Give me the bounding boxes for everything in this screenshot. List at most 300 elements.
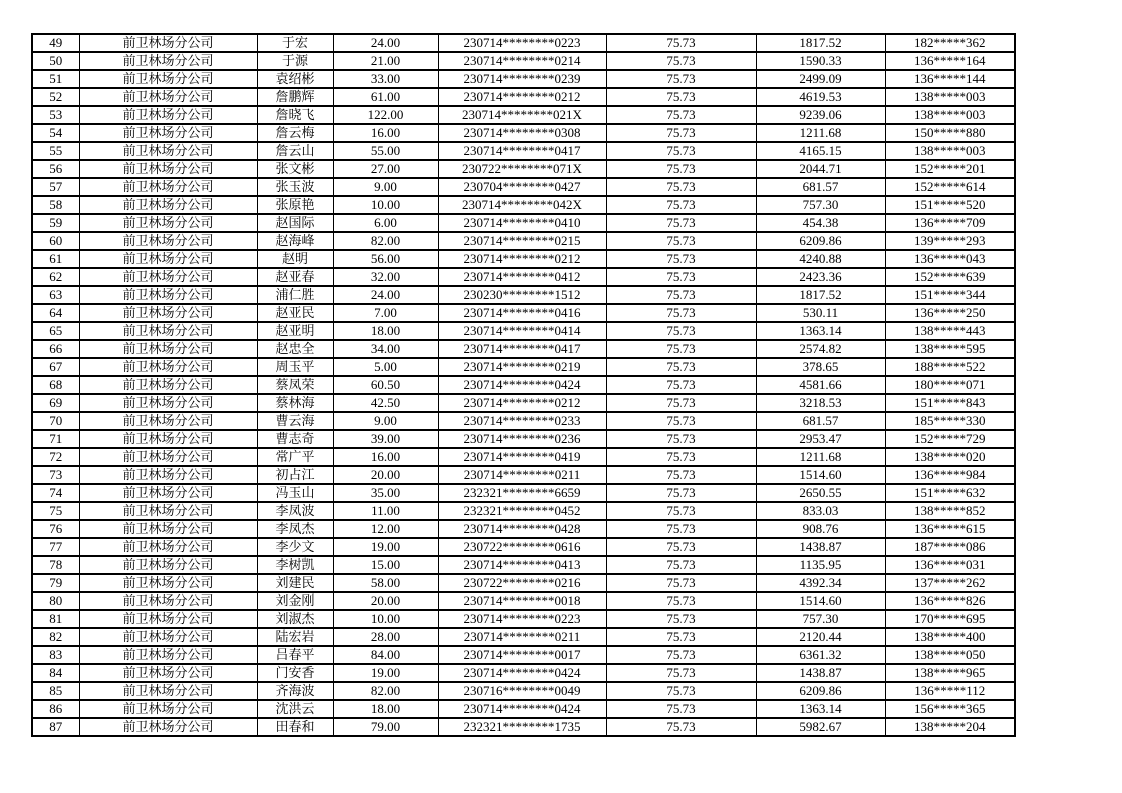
cell-rate: 75.73: [606, 466, 756, 484]
cell-amount: 2953.47: [756, 430, 885, 448]
cell-row_no: 70: [32, 412, 79, 430]
cell-row_no: 53: [32, 106, 79, 124]
cell-amount: 6209.86: [756, 682, 885, 700]
cell-phone: 152*****639: [885, 268, 1015, 286]
cell-company: 前卫林场分公司: [79, 178, 257, 196]
cell-quantity: 32.00: [333, 268, 438, 286]
cell-quantity: 5.00: [333, 358, 438, 376]
cell-quantity: 16.00: [333, 448, 438, 466]
cell-row_no: 80: [32, 592, 79, 610]
cell-quantity: 35.00: [333, 484, 438, 502]
table-row: [32, 610, 1015, 628]
cell-rate: 75.73: [606, 268, 756, 286]
table-row: [32, 700, 1015, 718]
cell-amount: 9239.06: [756, 106, 885, 124]
cell-phone: 136*****043: [885, 250, 1015, 268]
cell-phone: 152*****614: [885, 178, 1015, 196]
cell-amount: 2499.09: [756, 70, 885, 88]
cell-id_number: 230714********021X: [438, 106, 606, 124]
cell-phone: 187*****086: [885, 538, 1015, 556]
cell-name: 詹云梅: [257, 124, 333, 142]
cell-row_no: 49: [32, 34, 79, 52]
cell-name: 张原艳: [257, 196, 333, 214]
cell-row_no: 87: [32, 718, 79, 736]
cell-company: 前卫林场分公司: [79, 232, 257, 250]
table-row: [32, 448, 1015, 466]
cell-id_number: 230714********0223: [438, 34, 606, 52]
table-row: [32, 286, 1015, 304]
cell-quantity: 24.00: [333, 286, 438, 304]
cell-id_number: 230722********0616: [438, 538, 606, 556]
cell-amount: 2650.55: [756, 484, 885, 502]
cell-row_no: 56: [32, 160, 79, 178]
cell-quantity: 21.00: [333, 52, 438, 70]
cell-phone: 151*****520: [885, 196, 1015, 214]
cell-id_number: 230714********0212: [438, 250, 606, 268]
cell-quantity: 122.00: [333, 106, 438, 124]
cell-amount: 2574.82: [756, 340, 885, 358]
cell-rate: 75.73: [606, 448, 756, 466]
cell-phone: 188*****522: [885, 358, 1015, 376]
cell-quantity: 16.00: [333, 124, 438, 142]
cell-phone: 138*****003: [885, 88, 1015, 106]
cell-quantity: 10.00: [333, 610, 438, 628]
cell-id_number: 230714********0212: [438, 88, 606, 106]
cell-name: 赵亚民: [257, 304, 333, 322]
cell-row_no: 85: [32, 682, 79, 700]
table-row: [32, 466, 1015, 484]
cell-id_number: 230714********0215: [438, 232, 606, 250]
cell-phone: 138*****965: [885, 664, 1015, 682]
cell-company: 前卫林场分公司: [79, 160, 257, 178]
table-row: [32, 106, 1015, 124]
cell-rate: 75.73: [606, 340, 756, 358]
table-row: [32, 376, 1015, 394]
cell-amount: 908.76: [756, 520, 885, 538]
cell-rate: 75.73: [606, 142, 756, 160]
cell-phone: 136*****250: [885, 304, 1015, 322]
cell-id_number: 230714********0416: [438, 304, 606, 322]
cell-id_number: 230704********0427: [438, 178, 606, 196]
cell-name: 赵国际: [257, 214, 333, 232]
cell-id_number: 232321********1735: [438, 718, 606, 736]
cell-row_no: 75: [32, 502, 79, 520]
cell-amount: 1438.87: [756, 538, 885, 556]
cell-phone: 156*****365: [885, 700, 1015, 718]
cell-phone: 138*****595: [885, 340, 1015, 358]
cell-row_no: 77: [32, 538, 79, 556]
table-row: [32, 124, 1015, 142]
cell-phone: 138*****443: [885, 322, 1015, 340]
cell-name: 陆宏岩: [257, 628, 333, 646]
cell-company: 前卫林场分公司: [79, 70, 257, 88]
cell-name: 詹晓飞: [257, 106, 333, 124]
cell-company: 前卫林场分公司: [79, 646, 257, 664]
table-row: [32, 574, 1015, 592]
cell-quantity: 42.50: [333, 394, 438, 412]
cell-amount: 1817.52: [756, 34, 885, 52]
cell-phone: 138*****852: [885, 502, 1015, 520]
cell-name: 蔡林海: [257, 394, 333, 412]
cell-company: 前卫林场分公司: [79, 142, 257, 160]
cell-rate: 75.73: [606, 106, 756, 124]
cell-phone: 152*****201: [885, 160, 1015, 178]
cell-rate: 75.73: [606, 430, 756, 448]
cell-quantity: 84.00: [333, 646, 438, 664]
cell-name: 詹云山: [257, 142, 333, 160]
cell-name: 周玉平: [257, 358, 333, 376]
table-row: [32, 628, 1015, 646]
cell-company: 前卫林场分公司: [79, 610, 257, 628]
cell-quantity: 10.00: [333, 196, 438, 214]
cell-rate: 75.73: [606, 304, 756, 322]
cell-amount: 1363.14: [756, 700, 885, 718]
cell-name: 刘淑杰: [257, 610, 333, 628]
cell-phone: 152*****729: [885, 430, 1015, 448]
cell-company: 前卫林场分公司: [79, 358, 257, 376]
cell-name: 张文彬: [257, 160, 333, 178]
cell-phone: 136*****615: [885, 520, 1015, 538]
cell-name: 于宏: [257, 34, 333, 52]
table-row: [32, 412, 1015, 430]
cell-id_number: 230714********0412: [438, 268, 606, 286]
cell-company: 前卫林场分公司: [79, 376, 257, 394]
cell-rate: 75.73: [606, 34, 756, 52]
cell-row_no: 72: [32, 448, 79, 466]
payment-roster-table: [31, 33, 1016, 737]
cell-id_number: 230714********0413: [438, 556, 606, 574]
cell-phone: 138*****204: [885, 718, 1015, 736]
cell-company: 前卫林场分公司: [79, 322, 257, 340]
cell-quantity: 19.00: [333, 538, 438, 556]
cell-company: 前卫林场分公司: [79, 502, 257, 520]
cell-quantity: 15.00: [333, 556, 438, 574]
cell-phone: 180*****071: [885, 376, 1015, 394]
cell-name: 张玉波: [257, 178, 333, 196]
cell-name: 于源: [257, 52, 333, 70]
cell-phone: 151*****632: [885, 484, 1015, 502]
table-row: [32, 34, 1015, 52]
cell-phone: 136*****144: [885, 70, 1015, 88]
cell-quantity: 82.00: [333, 232, 438, 250]
cell-rate: 75.73: [606, 646, 756, 664]
cell-amount: 1363.14: [756, 322, 885, 340]
cell-amount: 1211.68: [756, 448, 885, 466]
cell-row_no: 71: [32, 430, 79, 448]
cell-name: 袁绍彬: [257, 70, 333, 88]
cell-amount: 681.57: [756, 178, 885, 196]
cell-name: 李凤杰: [257, 520, 333, 538]
cell-quantity: 18.00: [333, 700, 438, 718]
cell-quantity: 34.00: [333, 340, 438, 358]
cell-id_number: 230714********0214: [438, 52, 606, 70]
cell-id_number: 230714********0212: [438, 394, 606, 412]
cell-rate: 75.73: [606, 682, 756, 700]
cell-row_no: 79: [32, 574, 79, 592]
cell-row_no: 65: [32, 322, 79, 340]
cell-company: 前卫林场分公司: [79, 412, 257, 430]
cell-quantity: 6.00: [333, 214, 438, 232]
cell-name: 詹鹏辉: [257, 88, 333, 106]
cell-rate: 75.73: [606, 664, 756, 682]
cell-amount: 1514.60: [756, 466, 885, 484]
cell-id_number: 230714********042X: [438, 196, 606, 214]
cell-quantity: 33.00: [333, 70, 438, 88]
cell-company: 前卫林场分公司: [79, 106, 257, 124]
cell-rate: 75.73: [606, 124, 756, 142]
cell-company: 前卫林场分公司: [79, 268, 257, 286]
cell-id_number: 230714********0419: [438, 448, 606, 466]
table-row: [32, 160, 1015, 178]
cell-rate: 75.73: [606, 358, 756, 376]
cell-company: 前卫林场分公司: [79, 664, 257, 682]
cell-rate: 75.73: [606, 70, 756, 88]
cell-rate: 75.73: [606, 52, 756, 70]
cell-name: 赵海峰: [257, 232, 333, 250]
cell-id_number: 232321********6659: [438, 484, 606, 502]
cell-id_number: 230714********0424: [438, 376, 606, 394]
cell-name: 齐海波: [257, 682, 333, 700]
cell-quantity: 9.00: [333, 178, 438, 196]
cell-rate: 75.73: [606, 196, 756, 214]
cell-row_no: 50: [32, 52, 79, 70]
table-row: [32, 556, 1015, 574]
cell-rate: 75.73: [606, 178, 756, 196]
cell-id_number: 230230********1512: [438, 286, 606, 304]
cell-amount: 757.30: [756, 610, 885, 628]
cell-row_no: 67: [32, 358, 79, 376]
cell-id_number: 230722********0216: [438, 574, 606, 592]
cell-company: 前卫林场分公司: [79, 628, 257, 646]
cell-name: 李凤波: [257, 502, 333, 520]
cell-rate: 75.73: [606, 286, 756, 304]
cell-rate: 75.73: [606, 610, 756, 628]
cell-company: 前卫林场分公司: [79, 394, 257, 412]
cell-rate: 75.73: [606, 88, 756, 106]
table-row: [32, 322, 1015, 340]
cell-quantity: 39.00: [333, 430, 438, 448]
cell-amount: 1135.95: [756, 556, 885, 574]
cell-rate: 75.73: [606, 160, 756, 178]
table-row: [32, 268, 1015, 286]
cell-row_no: 74: [32, 484, 79, 502]
cell-company: 前卫林场分公司: [79, 430, 257, 448]
cell-phone: 136*****826: [885, 592, 1015, 610]
cell-name: 刘金刚: [257, 592, 333, 610]
cell-row_no: 54: [32, 124, 79, 142]
cell-name: 赵亚春: [257, 268, 333, 286]
cell-row_no: 52: [32, 88, 79, 106]
cell-rate: 75.73: [606, 700, 756, 718]
cell-rate: 75.73: [606, 412, 756, 430]
cell-name: 赵明: [257, 250, 333, 268]
cell-id_number: 230714********0424: [438, 700, 606, 718]
cell-phone: 136*****984: [885, 466, 1015, 484]
cell-name: 门安香: [257, 664, 333, 682]
cell-id_number: 230722********071X: [438, 160, 606, 178]
cell-row_no: 78: [32, 556, 79, 574]
cell-company: 前卫林场分公司: [79, 484, 257, 502]
cell-row_no: 83: [32, 646, 79, 664]
cell-rate: 75.73: [606, 574, 756, 592]
cell-amount: 1590.33: [756, 52, 885, 70]
cell-id_number: 230714********0410: [438, 214, 606, 232]
cell-id_number: 230714********0417: [438, 142, 606, 160]
cell-phone: 150*****880: [885, 124, 1015, 142]
cell-name: 田春和: [257, 718, 333, 736]
cell-name: 赵亚明: [257, 322, 333, 340]
cell-phone: 139*****293: [885, 232, 1015, 250]
cell-id_number: 230714********0308: [438, 124, 606, 142]
cell-amount: 5982.67: [756, 718, 885, 736]
cell-id_number: 230714********0233: [438, 412, 606, 430]
cell-rate: 75.73: [606, 718, 756, 736]
cell-id_number: 230714********0428: [438, 520, 606, 538]
cell-id_number: 230714********0417: [438, 340, 606, 358]
cell-row_no: 84: [32, 664, 79, 682]
cell-phone: 182*****362: [885, 34, 1015, 52]
cell-row_no: 63: [32, 286, 79, 304]
table-row: [32, 664, 1015, 682]
cell-id_number: 230714********0211: [438, 628, 606, 646]
cell-quantity: 27.00: [333, 160, 438, 178]
cell-company: 前卫林场分公司: [79, 250, 257, 268]
cell-company: 前卫林场分公司: [79, 574, 257, 592]
cell-company: 前卫林场分公司: [79, 466, 257, 484]
cell-quantity: 60.50: [333, 376, 438, 394]
cell-quantity: 18.00: [333, 322, 438, 340]
cell-name: 曹志奇: [257, 430, 333, 448]
cell-id_number: 230714********0223: [438, 610, 606, 628]
cell-phone: 138*****020: [885, 448, 1015, 466]
cell-company: 前卫林场分公司: [79, 520, 257, 538]
cell-phone: 136*****112: [885, 682, 1015, 700]
cell-phone: 138*****400: [885, 628, 1015, 646]
cell-row_no: 69: [32, 394, 79, 412]
cell-amount: 1438.87: [756, 664, 885, 682]
cell-row_no: 86: [32, 700, 79, 718]
cell-rate: 75.73: [606, 232, 756, 250]
cell-company: 前卫林场分公司: [79, 214, 257, 232]
cell-quantity: 61.00: [333, 88, 438, 106]
cell-company: 前卫林场分公司: [79, 196, 257, 214]
cell-id_number: 230714********0219: [438, 358, 606, 376]
table-row: [32, 502, 1015, 520]
cell-company: 前卫林场分公司: [79, 304, 257, 322]
cell-row_no: 73: [32, 466, 79, 484]
cell-phone: 136*****709: [885, 214, 1015, 232]
cell-company: 前卫林场分公司: [79, 448, 257, 466]
cell-quantity: 12.00: [333, 520, 438, 538]
table-row: [32, 484, 1015, 502]
cell-phone: 185*****330: [885, 412, 1015, 430]
cell-quantity: 55.00: [333, 142, 438, 160]
cell-amount: 1817.52: [756, 286, 885, 304]
cell-amount: 3218.53: [756, 394, 885, 412]
cell-rate: 75.73: [606, 322, 756, 340]
cell-id_number: 230714********0414: [438, 322, 606, 340]
cell-phone: 151*****344: [885, 286, 1015, 304]
cell-row_no: 60: [32, 232, 79, 250]
cell-amount: 4392.34: [756, 574, 885, 592]
cell-name: 冯玉山: [257, 484, 333, 502]
cell-amount: 4619.53: [756, 88, 885, 106]
cell-id_number: 232321********0452: [438, 502, 606, 520]
table-row: [32, 358, 1015, 376]
cell-quantity: 24.00: [333, 34, 438, 52]
cell-id_number: 230714********0239: [438, 70, 606, 88]
cell-row_no: 81: [32, 610, 79, 628]
table-row: [32, 682, 1015, 700]
cell-phone: 170*****695: [885, 610, 1015, 628]
cell-row_no: 51: [32, 70, 79, 88]
cell-company: 前卫林场分公司: [79, 34, 257, 52]
table-row: [32, 304, 1015, 322]
cell-row_no: 57: [32, 178, 79, 196]
cell-id_number: 230714********0236: [438, 430, 606, 448]
cell-row_no: 59: [32, 214, 79, 232]
cell-company: 前卫林场分公司: [79, 682, 257, 700]
cell-row_no: 66: [32, 340, 79, 358]
cell-amount: 681.57: [756, 412, 885, 430]
table-row: [32, 592, 1015, 610]
cell-row_no: 61: [32, 250, 79, 268]
cell-name: 常广平: [257, 448, 333, 466]
cell-amount: 454.38: [756, 214, 885, 232]
cell-rate: 75.73: [606, 394, 756, 412]
cell-row_no: 58: [32, 196, 79, 214]
cell-company: 前卫林场分公司: [79, 718, 257, 736]
table-row: [32, 196, 1015, 214]
table-row: [32, 178, 1015, 196]
cell-amount: 6209.86: [756, 232, 885, 250]
table-row: [32, 52, 1015, 70]
cell-name: 沈洪云: [257, 700, 333, 718]
cell-company: 前卫林场分公司: [79, 592, 257, 610]
cell-quantity: 11.00: [333, 502, 438, 520]
cell-company: 前卫林场分公司: [79, 700, 257, 718]
cell-rate: 75.73: [606, 628, 756, 646]
cell-amount: 4581.66: [756, 376, 885, 394]
cell-company: 前卫林场分公司: [79, 286, 257, 304]
table-row: [32, 430, 1015, 448]
table-row: [32, 232, 1015, 250]
cell-rate: 75.73: [606, 556, 756, 574]
cell-rate: 75.73: [606, 502, 756, 520]
cell-amount: 2044.71: [756, 160, 885, 178]
table-row: [32, 340, 1015, 358]
cell-phone: 138*****050: [885, 646, 1015, 664]
cell-amount: 4165.15: [756, 142, 885, 160]
cell-amount: 378.65: [756, 358, 885, 376]
cell-quantity: 58.00: [333, 574, 438, 592]
cell-quantity: 56.00: [333, 250, 438, 268]
cell-quantity: 20.00: [333, 592, 438, 610]
cell-name: 蔡凤荣: [257, 376, 333, 394]
table-row: [32, 214, 1015, 232]
table-row: [32, 646, 1015, 664]
cell-rate: 75.73: [606, 250, 756, 268]
cell-company: 前卫林场分公司: [79, 124, 257, 142]
cell-phone: 137*****262: [885, 574, 1015, 592]
cell-quantity: 20.00: [333, 466, 438, 484]
cell-name: 赵忠全: [257, 340, 333, 358]
cell-phone: 138*****003: [885, 142, 1015, 160]
table-row: [32, 520, 1015, 538]
cell-row_no: 68: [32, 376, 79, 394]
cell-company: 前卫林场分公司: [79, 538, 257, 556]
cell-id_number: 230714********0017: [438, 646, 606, 664]
